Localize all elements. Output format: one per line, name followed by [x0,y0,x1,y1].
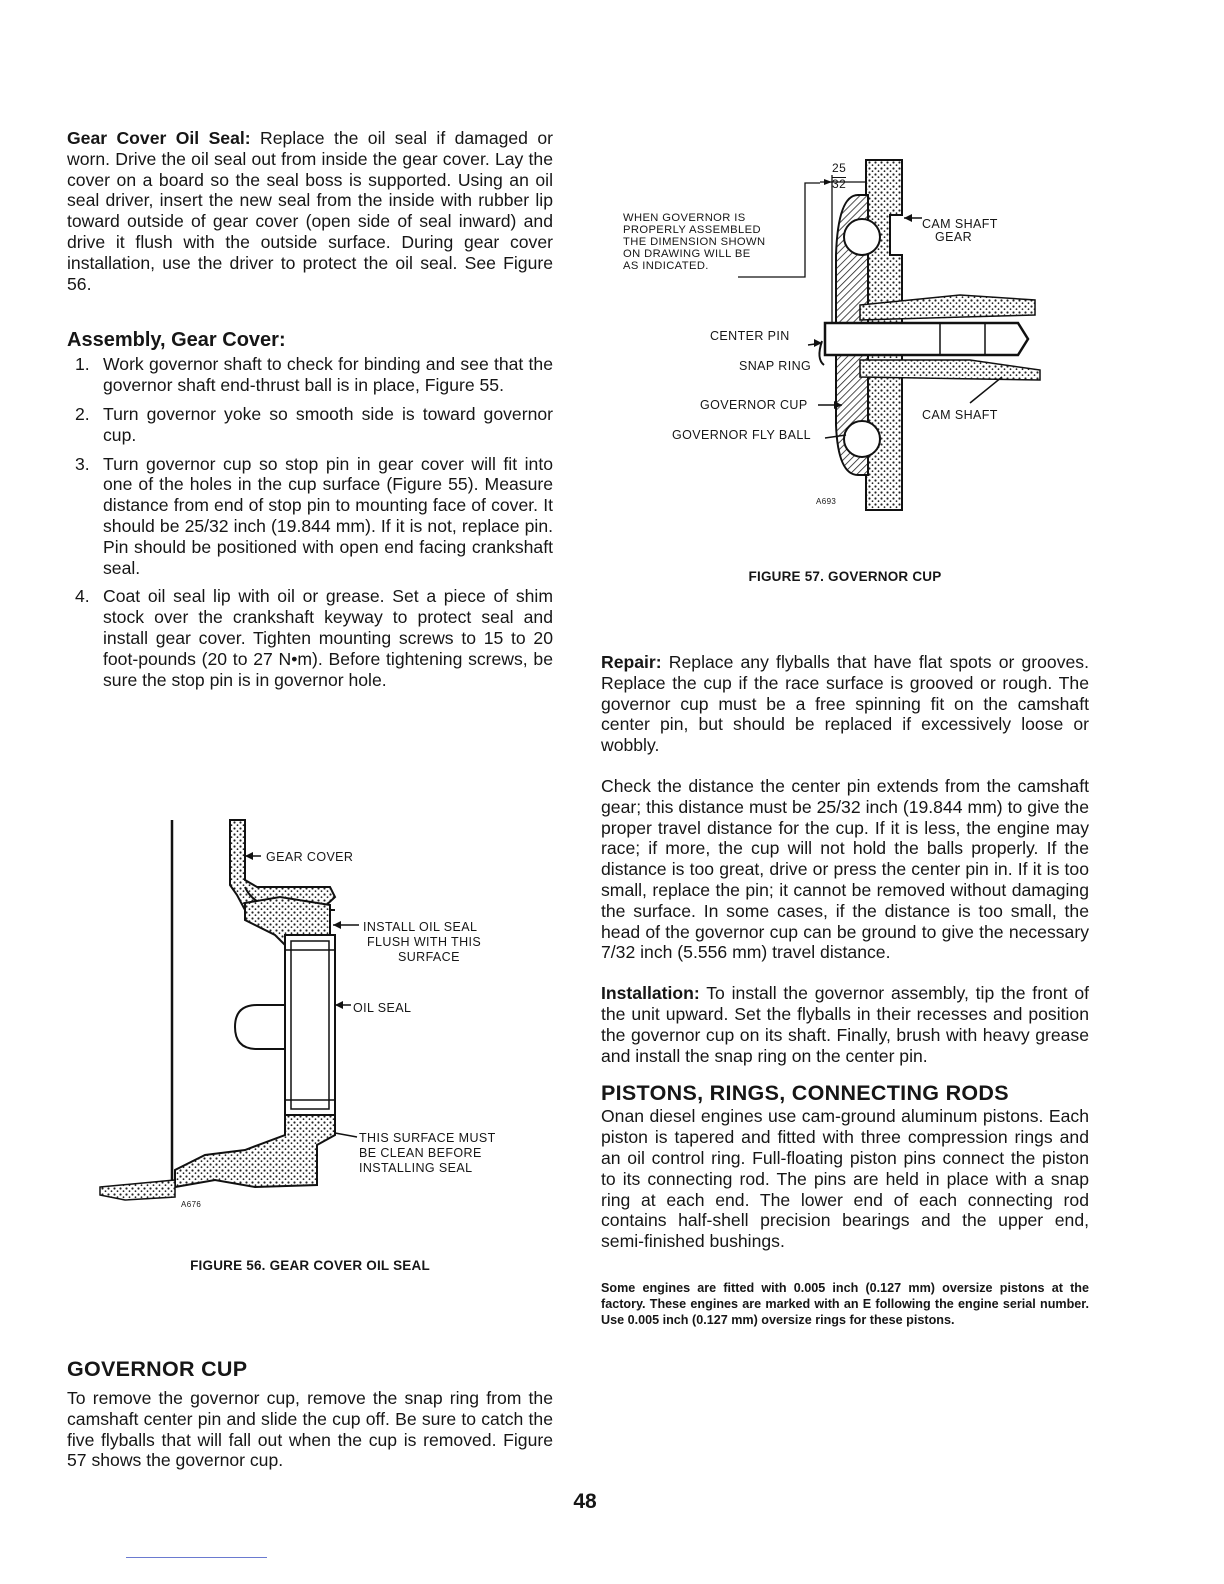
right-column [601,652,1089,1341]
gear-cover-oil-seal-lead: Gear Cover Oil Seal: [67,128,251,148]
figure-57 [610,155,1050,525]
gear-cover-oil-seal-paragraph [67,128,553,294]
fig56-label-install-line2: FLUSH WITH THIS [367,935,482,949]
installation-text: To install the governor assembly, tip the front of the unit upward. Set the flyballs in their recesses and position the governor cup on its shaft. Finally, brush with heavy grease and install the snap ring on the center pin. [601,983,1089,1066]
fig57-label-center-pin: CENTER PIN [710,329,790,343]
fig57-label-when-line1: WHEN GOVERNOR IS [623,212,746,224]
page-number: 48 [573,1490,597,1513]
fig56-label-clean-line3: INSTALLING SEAL [359,1161,473,1175]
fig57-dim-numerator: 25 [832,161,847,175]
governor-cup-drawing [610,155,1050,525]
oversize-note: Some engines are fitted with 0.005 inch (0.127 mm) oversize pistons at the factory. These engines are marked with an E following the engine serial number. Use 0.005 inch (0.127 mm) oversize rings for these pistons. [601,1280,1089,1327]
assembly-heading: Assembly, Gear Cover: [67,329,286,352]
fig57-label-when-line5: AS INDICATED. [623,260,709,272]
pistons-text: Onan diesel engines use cam-ground aluminum pistons. Each piston is tapered and fitted with three compression rings and an oil control ring. Full-floating piston pins connect the piston to its connecting rod. The pins are held in place with a snap ring at each end. The lower end of each connecting rod contains half-shell precision bearings and the upper end, semi-finished bushings. [601,1106,1089,1252]
fig56-label-install-line1: INSTALL OIL SEAL [363,920,478,934]
check-paragraph: Check the distance the center pin extends from the camshaft gear; this distance must be 25/32 inch (19.844 mm) to give the proper travel distance for the cup. If it is less, the engine may race; if more, the cup will not hold the balls properly. If the distance is too great, drive or press the center pin in. If it is too small, replace the pin; it cannot be removed without damaging the surface. In some cases, if the distance is too small, the head of the governor cup can be ground to give the necessary 7/32 inch (5.556 mm) travel distance. [601,775,1089,963]
gear-cover-oil-seal-text: Replace the oil seal if damaged or worn. Drive the oil seal out from inside the gear cover. Lay the cover on a board so the seal boss is supported. Using an oil seal driver, insert the new seal from the inside with rubber lip toward outside of gear cover (open side of seal inward) and drive it flush with the outside surface. During gear cover installation, use the driver to protect the oil seal. See Figure 56. [67,128,553,294]
fig56-label-oil-seal: OIL SEAL [353,1001,412,1015]
assembly-steps [67,354,553,690]
governor-cup-section [67,1356,553,1471]
assembly-step: 1. Work governor shaft to check for binding and see that the governor shaft end-thrust ball is in place, Figure 55. [75,354,553,396]
fig57-label-cam-gear-line2: GEAR [935,230,973,244]
fig57-label-governor-cup: GOVERNOR CUP [700,398,808,412]
left-column [67,128,553,698]
fig57-dim-denominator: 32 [832,177,847,191]
fig57-code: A693 [816,497,837,506]
fig56-label-gear-cover: GEAR COVER [266,850,354,864]
fig57-label-when-line4: ON DRAWING WILL BE [623,248,751,260]
figure-57-caption: FIGURE 57. GOVERNOR CUP [748,569,942,584]
governor-cup-heading: GOVERNOR CUP [67,1357,248,1381]
fig56-label-install-line3: SURFACE [398,950,460,964]
governor-cup-text: To remove the governor cup, remove the snap ring from the camshaft center pin and slide the cup off. Be sure to catch the five flyballs that will fall out when the cup is removed. Figure 57 shows the governor cup. [67,1388,553,1471]
bottom-rule [126,1557,267,1558]
repair-text: Replace any flyballs that have flat spots or grooves. Replace the cup if the race surface is grooved or rough. The governor cup must be a free spinning fit on the camshaft center pin, but should be replaced if excessively loose or wobbly. [601,652,1089,756]
assembly-step: 2. Turn governor yoke so smooth side is toward governor cup. [75,403,553,445]
repair-lead: Repair: [601,652,662,672]
pistons-heading: PISTONS, RINGS, CONNECTING RODS [601,1081,1009,1106]
figure-56-caption: FIGURE 56. GEAR COVER OIL SEAL [190,1258,430,1273]
fig56-label-clean-line2: BE CLEAN BEFORE [359,1146,482,1160]
fig56-label-clean-line1: THIS SURFACE MUST [359,1131,496,1145]
figure-56 [95,815,535,1215]
repair-paragraph [601,652,1089,756]
fig57-label-when-line3: THE DIMENSION SHOWN [623,236,766,248]
assembly-step: 3. Turn governor cup so stop pin in gear cover will fit into one of the holes in the cup surface (Figure 55). Measure distance from end of stop pin to mounting face of cover. It should be 25/32 inch (19.844 mm). If it is not, replace pin. Pin should be positioned with open end facing crankshaft seal. [75,453,553,578]
fig57-label-fly-ball: GOVERNOR FLY BALL [672,428,812,442]
fig56-code: A676 [181,1200,202,1209]
fig57-label-cam-shaft: CAM SHAFT [922,408,998,422]
fig57-label-cam-gear-line1: CAM SHAFT [922,217,998,231]
fig57-label-snap-ring: SNAP RING [739,359,812,373]
installation-lead: Installation: [601,983,700,1004]
fig57-label-when-line2: PROPERLY ASSEMBLED [623,224,761,236]
installation-paragraph [601,983,1089,1066]
assembly-step: 4. Coat oil seal lip with oil or grease. Set a piece of shim stock over the crankshaft keyway to protect seal and install gear cover. Tighten mounting screws to 15 to 20 foot-pounds (20 to 27 N•m). Before tightening screws, be sure the stop pin is in governor hole. [75,586,553,690]
